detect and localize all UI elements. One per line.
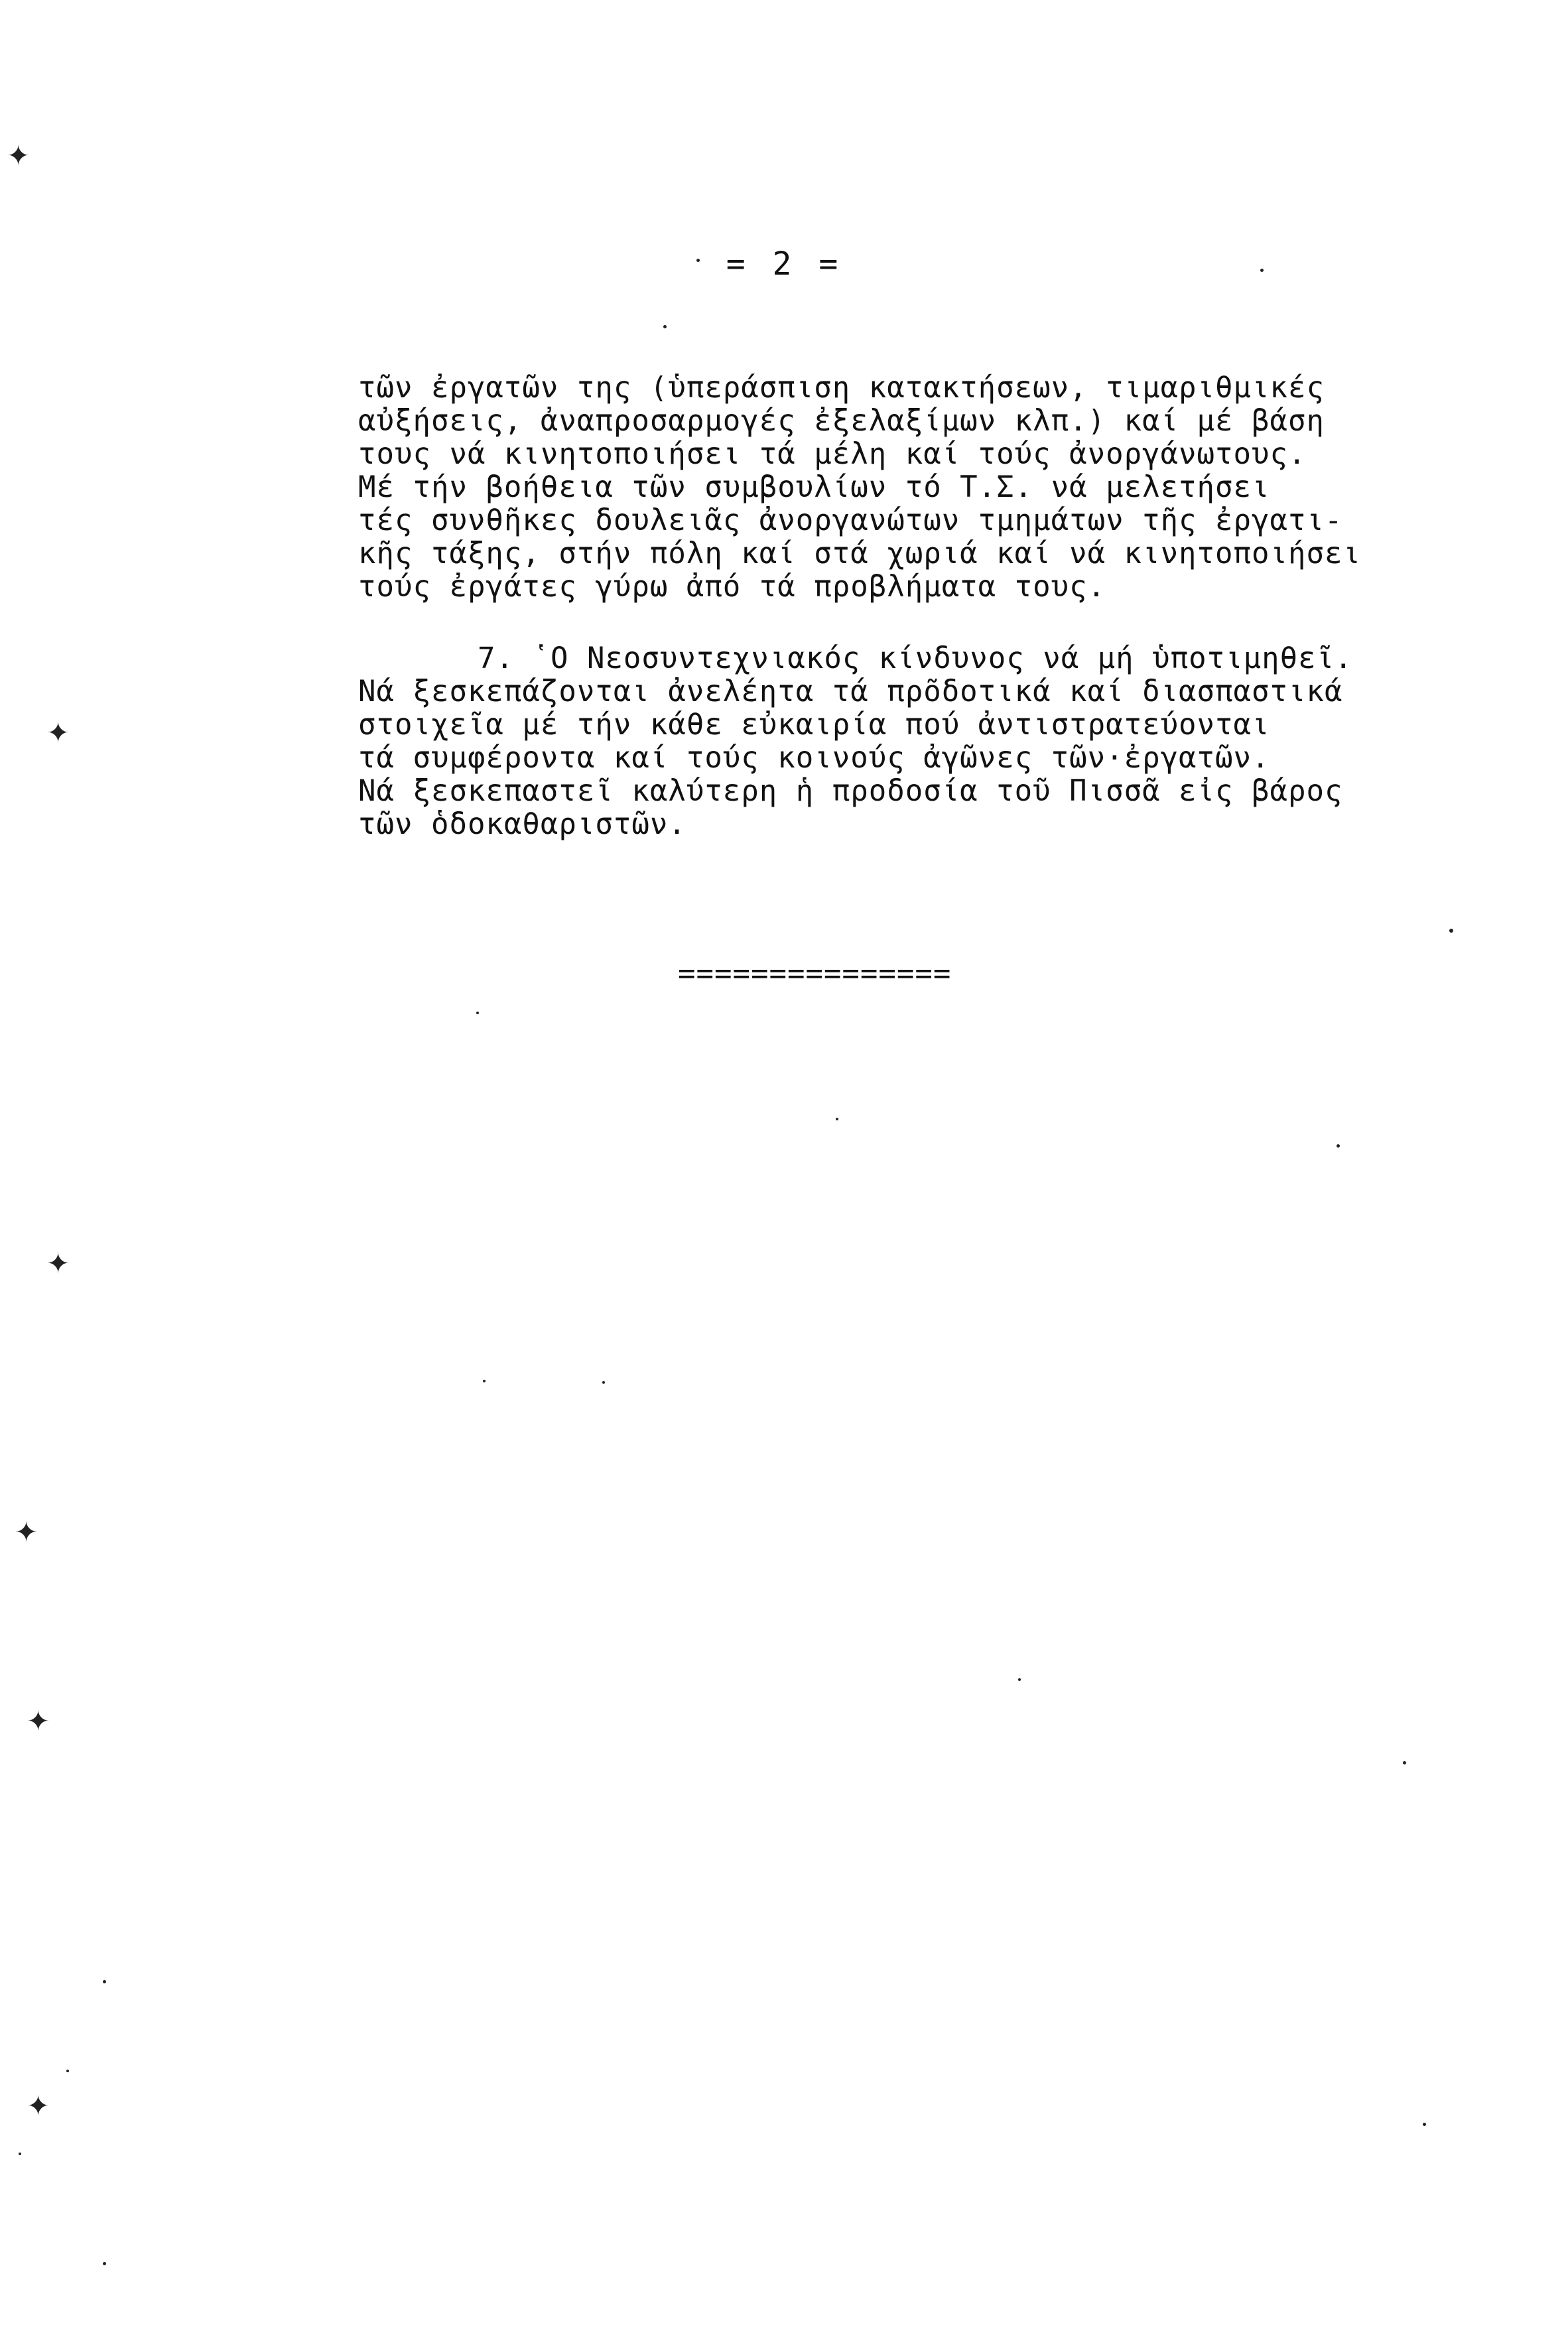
document-body	[358, 371, 1486, 841]
paragraph-1-line: κῆς τάξης, στήν πόλη καί στά χωριά καί νά κινητοποιήσει	[358, 537, 1361, 570]
end-rule: ===============	[678, 957, 952, 990]
scan-speck	[663, 325, 667, 328]
scan-speck	[1403, 1761, 1406, 1764]
paragraph-1-line: τους νά κινητοποιήσει τά μέλη καί τούς ἀνοργάνωτους.	[358, 437, 1307, 471]
item-number: 7.	[478, 641, 514, 675]
scan-speck	[602, 1381, 605, 1384]
scan-speck	[483, 1380, 486, 1382]
paragraph-1-line: τές συνθῆκες δουλειᾶς ἀνοργανώτων τμημάτων τῆς ἐργατι-	[358, 503, 1343, 537]
paragraph-2-line: ῾Ο Νεοσυντεχνιακός κίνδυνος νά μή ὑποτιμηθεῖ.	[532, 641, 1353, 675]
scan-speck	[696, 259, 700, 262]
punch-mark-artifact: ✦	[7, 139, 31, 172]
scan-speck	[66, 2070, 69, 2072]
scan-speck	[103, 2262, 106, 2265]
punch-mark-artifact: ✦	[27, 2090, 50, 2122]
paragraph-1-line: Μέ τήν βοήθεια τῶν συμβουλίων τό Τ.Σ. νά μελετήσει	[358, 470, 1270, 504]
scan-speck	[1449, 929, 1453, 933]
paragraph-spacer	[358, 604, 1486, 642]
paragraph-2-line: τά συμφέροντα καί τούς κοινούς ἀγῶνες τῶν·ἐργατῶν.	[358, 741, 1270, 775]
scan-speck	[19, 2153, 21, 2155]
paragraph-1-line: τούς ἐργάτες γύρω ἀπό τά προβλήματα τους.	[358, 570, 1106, 604]
paragraph-2-line: Νά ξεσκεπαστεῖ καλύτερη ἡ προδοσία τοῦ Πισσᾶ εἰς βάρος	[358, 774, 1343, 808]
scan-speck	[1423, 2123, 1426, 2126]
scan-speck	[1018, 1678, 1021, 1681]
punch-mark-artifact: ✦	[27, 1705, 50, 1737]
paragraph-1-line: αὐξήσεις, ἀναπροσαρμογές ἐξελαξίμων κλπ.) καί μέ βάση	[358, 404, 1325, 438]
paragraph-1-line: τῶν ἐργατῶν της (ὑπεράσπιση κατακτήσεων, τιμαριθμικές	[358, 371, 1325, 405]
paragraph-2-line: τῶν ὁδοκαθαριστῶν.	[358, 807, 686, 841]
paragraph-2-line: στοιχεῖα μέ τήν κάθε εὐκαιρία πού ἀντιστρατεύονται	[358, 708, 1270, 742]
paragraph-2-first-line	[358, 642, 1486, 675]
scan-speck	[476, 1012, 479, 1014]
page-number: = 2 =	[726, 245, 842, 283]
punch-mark-artifact: ✦	[15, 1516, 38, 1548]
scan-speck	[1260, 269, 1264, 272]
punch-mark-artifact: ✦	[46, 716, 70, 749]
paragraph-2-line: Νά ξεσκεπάζονται ἀνελέητα τά πρõδοτικά καί διασπαστικά	[358, 675, 1343, 708]
scan-speck	[103, 1980, 106, 1983]
punch-mark-artifact: ✦	[46, 1247, 70, 1280]
scan-speck	[836, 1118, 838, 1120]
scan-speck	[1337, 1144, 1340, 1148]
